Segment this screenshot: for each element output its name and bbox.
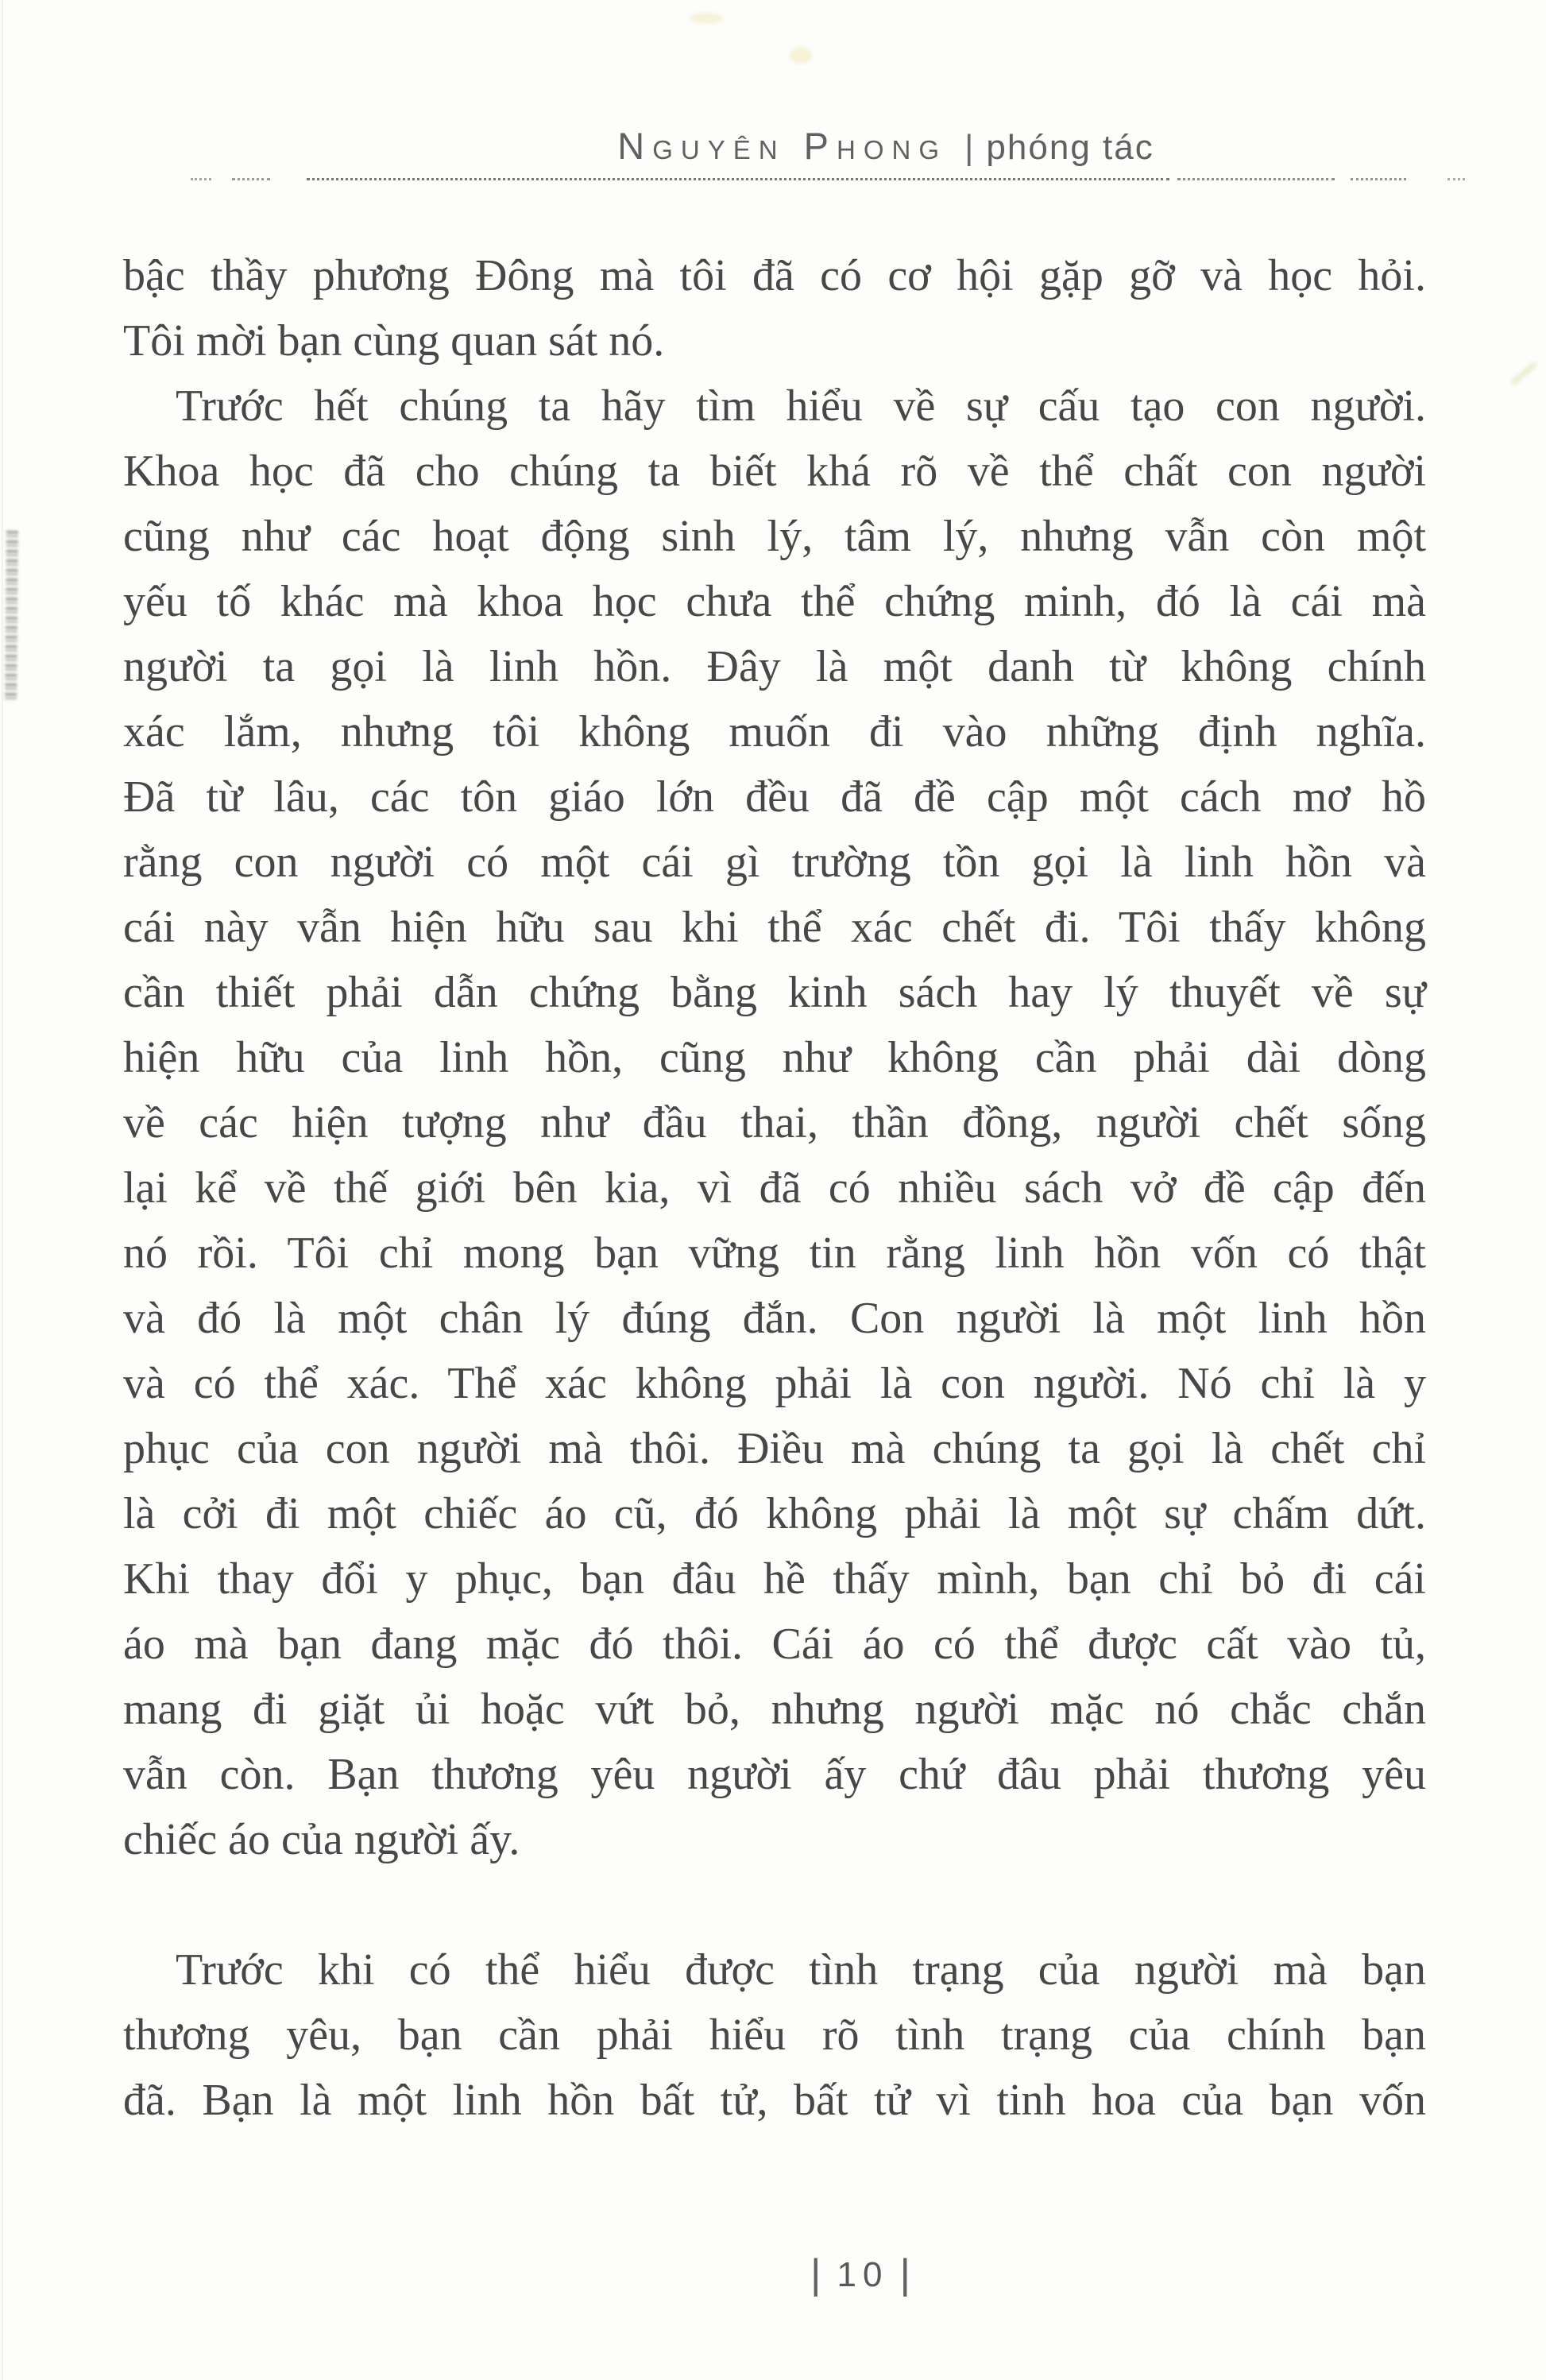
dotted-rule-segment	[191, 178, 211, 180]
text-line: yếu tố khác mà khoa học chưa thể chứng minh, đó là cái mà	[123, 577, 1426, 626]
text-line: hiện hữu của linh hồn, cũng như không cần phải dài dòng	[123, 1033, 1426, 1082]
body-text	[123, 243, 1426, 2133]
paragraph	[123, 1937, 1426, 2133]
dotted-rule-segment	[1447, 178, 1465, 180]
text-line: Đã từ lâu, các tôn giáo lớn đều đã đề cập một cách mơ hồ	[123, 772, 1426, 822]
text-line: xác lắm, nhưng tôi không muốn đi vào những định nghĩa.	[123, 707, 1426, 757]
text-line: Khoa học đã cho chúng ta biết khá rõ về thể chất con người	[123, 447, 1426, 496]
text-line: Trước khi có thể hiểu được tình trạng của người mà bạn	[176, 1945, 1426, 1995]
text-line: về các hiện tượng như đầu thai, thần đồng, người chết sống	[123, 1098, 1426, 1147]
header-separator: |	[964, 128, 974, 167]
text-line: thương yêu, bạn cần phải hiểu rõ tình trạng của chính bạn	[123, 2010, 1426, 2060]
text-line: bậc thầy phương Đông mà tôi đã có cơ hội gặp gỡ và học hỏi.	[123, 251, 1426, 300]
page-number-value: 10	[837, 2255, 889, 2294]
text-line: vẫn còn. Bạn thương yêu người ấy chứ đâu phải thương yêu	[123, 1750, 1426, 1799]
text-line: nó rồi. Tôi chỉ mong bạn vững tin rằng linh hồn vốn có thật	[123, 1229, 1426, 1278]
dotted-rule-segment	[1177, 178, 1335, 180]
text-line: Khi thay đổi y phục, bạn đâu hề thấy mình, bạn chỉ bỏ đi cái	[123, 1554, 1426, 1604]
text-line: cần thiết phải dẫn chứng bằng kinh sách hay lý thuyết về sự	[123, 968, 1426, 1017]
header-subtitle: phóng tác	[986, 128, 1154, 167]
paragraph	[123, 243, 1426, 373]
text-line: là cởi đi một chiếc áo cũ, đó không phải là một sự chấm dứt.	[123, 1489, 1426, 1538]
text-line: lại kể về thế giới bên kia, vì đã có nhiều sách vở đề cập đến	[123, 1163, 1426, 1213]
text-line: áo mà bạn đang mặc đó thôi. Cái áo có thể được cất vào tủ,	[123, 1620, 1426, 1669]
text-line: người ta gọi là linh hồn. Đây là một danh từ không chính	[123, 642, 1426, 691]
text-line: phục của con người mà thôi. Điều mà chúng ta gọi là chết chỉ	[123, 1424, 1426, 1473]
text-line: chiếc áo của người ấy.	[123, 1815, 520, 1864]
ink-bleed-streak	[5, 531, 18, 701]
text-line: đã. Bạn là một linh hồn bất tử, bất tử vì tinh hoa của bạn vốn	[123, 2076, 1426, 2125]
scan-edge-line	[2, 0, 3, 2380]
running-header	[617, 124, 1154, 168]
page-number-right-bar: |	[899, 2251, 915, 2297]
paper-stain	[690, 13, 723, 24]
text-line: mang đi giặt ủi hoặc vứt bỏ, nhưng người mặc nó chắc chắn	[123, 1685, 1426, 1734]
dotted-rule-segment	[307, 178, 1169, 180]
text-line: cái này vẫn hiện hữu sau khi thể xác chết đi. Tôi thấy không	[123, 903, 1426, 952]
dotted-rule-segment	[232, 178, 270, 180]
text-line: cũng như các hoạt động sinh lý, tâm lý, nhưng vẫn còn một	[123, 512, 1426, 561]
paper-stain	[790, 48, 812, 64]
text-line: Tôi mời bạn cùng quan sát nó.	[123, 316, 665, 366]
dotted-rule-segment	[1351, 178, 1406, 180]
text-line: và có thể xác. Thể xác không phải là con người. Nó chỉ là y	[123, 1359, 1426, 1408]
paragraph	[123, 373, 1426, 1872]
page-number	[810, 2249, 915, 2297]
text-line: Trước hết chúng ta hãy tìm hiểu về sự cấu tạo con người.	[176, 381, 1426, 431]
paper-stain	[1509, 361, 1538, 386]
page-number-left-bar: |	[810, 2251, 826, 2297]
text-line: và đó là một chân lý đúng đắn. Con người là một linh hồn	[123, 1294, 1426, 1343]
text-line: rằng con người có một cái gì trường tồn gọi là linh hồn và	[123, 838, 1426, 887]
header-author-name: Nguyên Phong	[617, 125, 947, 167]
